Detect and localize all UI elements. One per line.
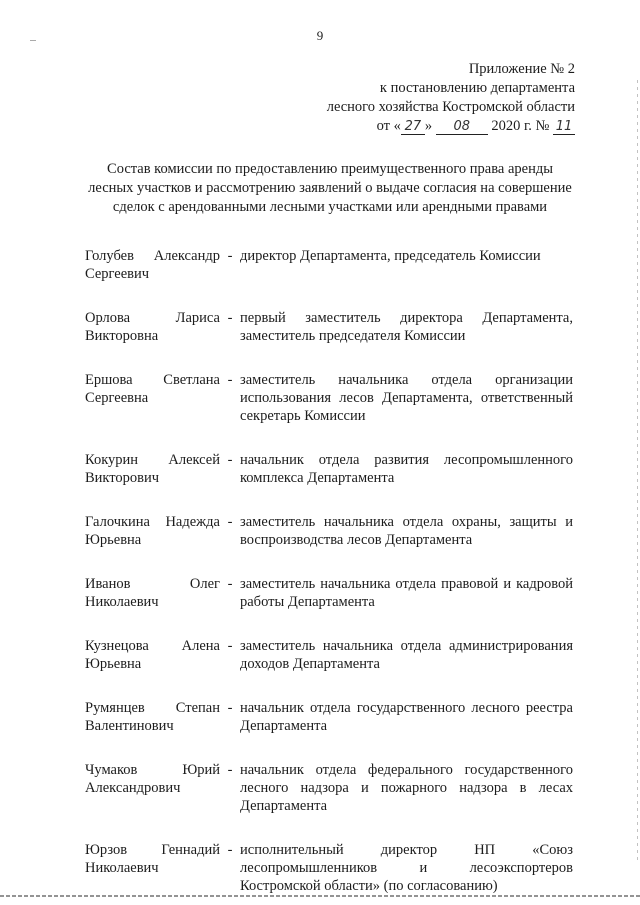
member-name-line — [85, 513, 220, 531]
member-name — [85, 637, 220, 673]
member-patronymic: Александрович — [85, 780, 181, 796]
member-last-name: Голубев — [85, 248, 134, 264]
member-first-name: Александр — [153, 248, 220, 264]
member-name-line — [85, 451, 220, 469]
member-position: первый заместитель директора Департамента, заместитель председателя Комиссии — [240, 310, 573, 344]
member-name-line — [85, 699, 220, 717]
member-name — [85, 699, 220, 735]
member-name-line — [85, 371, 220, 389]
member-first-name: Светлана — [163, 372, 220, 388]
member-first-name: Юрий — [182, 762, 220, 778]
member-first-name: Степан — [175, 700, 220, 716]
member-row — [85, 451, 573, 487]
doc-number: 11 — [553, 120, 575, 135]
member-name-line — [85, 761, 220, 779]
member-last-name: Румянцев — [85, 700, 145, 716]
member-position: заместитель начальника отдела правовой и кадровой работы Департамента — [240, 576, 573, 610]
scan-edge-line — [637, 80, 638, 860]
appendix-line-3: лесного хозяйства Костромской области — [326, 99, 575, 115]
member-name — [85, 761, 220, 815]
member-dash: - — [227, 700, 233, 716]
member-row — [85, 309, 573, 345]
member-patronymic: Николаевич — [85, 594, 159, 610]
member-dash: - — [227, 248, 233, 264]
member-row — [85, 699, 573, 735]
date-mid: » — [424, 118, 433, 134]
member-name-line — [85, 247, 220, 265]
member-name — [85, 247, 220, 283]
date-prefix: от « — [376, 118, 401, 134]
member-row — [85, 371, 573, 425]
member-row — [85, 575, 573, 611]
member-position: начальник отдела государственного лесного реестра Департамента — [240, 700, 573, 734]
member-row — [85, 761, 573, 815]
member-first-name: Геннадий — [161, 842, 220, 858]
member-dash: - — [227, 372, 233, 388]
member-patronymic: Сергеевна — [85, 390, 149, 406]
member-last-name: Чумаков — [85, 762, 138, 778]
member-last-name: Кокурин — [85, 452, 139, 468]
member-position: начальник отдела федерального государственного лесного надзора и пожарного надзора в лесах Департамента — [240, 762, 573, 814]
member-dash: - — [227, 842, 233, 858]
member-position: начальник отдела развития лесопромышленного комплекса Департамента — [240, 452, 573, 486]
member-dash: - — [227, 762, 233, 778]
member-patronymic: Валентинович — [85, 718, 174, 734]
member-last-name: Галочкина — [85, 514, 150, 530]
member-row — [85, 247, 573, 283]
document-title: Состав комиссии по предоставлению преимущественного права аренды лесных участков и рассмотрению заявлений о выдаче согласия на совершение сделок с арендованными лесными участками или арендными правами — [88, 161, 572, 215]
member-patronymic: Викторовна — [85, 328, 159, 344]
member-name — [85, 575, 220, 611]
member-name — [85, 451, 220, 487]
member-first-name: Алена — [181, 638, 220, 654]
member-patronymic: Юрьевна — [85, 656, 142, 672]
member-dash: - — [227, 638, 233, 654]
member-position: исполнительный директор НП «Союз лесопромышленников и лесоэкспортеров Костромской области» (по согласованию) — [240, 842, 573, 894]
member-dash: - — [227, 310, 233, 326]
appendix-title: Приложение № 2 — [468, 61, 575, 77]
member-row — [85, 513, 573, 549]
member-dash: - — [227, 452, 233, 468]
member-row — [85, 637, 573, 673]
member-patronymic: Юрьевна — [85, 532, 142, 548]
member-name — [85, 371, 220, 425]
member-first-name: Лариса — [175, 310, 220, 326]
date-month: 08 — [436, 120, 488, 135]
member-position: заместитель начальника отдела администрирования доходов Департамента — [240, 638, 573, 672]
appendix-header — [255, 60, 575, 136]
member-position: заместитель начальника отдела организации использования лесов Департамента, ответственный секретарь Комиссии — [240, 372, 573, 424]
date-day: 27 — [401, 120, 425, 135]
member-name — [85, 841, 220, 895]
member-last-name: Орлова — [85, 310, 131, 326]
member-first-name: Надежда — [165, 514, 220, 530]
page-number: 9 — [316, 28, 324, 43]
member-first-name: Олег — [189, 576, 220, 592]
date-year: 2020 г. № — [491, 118, 550, 134]
members-list — [85, 247, 573, 895]
member-name — [85, 309, 220, 345]
member-patronymic: Николаевич — [85, 860, 159, 876]
member-position: директор Департамента, председатель Комиссии — [240, 248, 541, 264]
member-name-line — [85, 637, 220, 655]
member-name-line — [85, 575, 220, 593]
member-last-name: Ершова — [85, 372, 133, 388]
member-row — [85, 841, 573, 895]
member-name-line — [85, 841, 220, 859]
appendix-date-line — [255, 117, 575, 136]
member-name — [85, 513, 220, 549]
member-patronymic: Сергеевич — [85, 266, 150, 282]
appendix-line-2: к постановлению департамента — [379, 80, 575, 96]
member-last-name: Кузнецова — [85, 638, 149, 654]
member-dash: - — [227, 576, 233, 592]
member-position: заместитель начальника отдела охраны, защиты и воспроизводства лесов Департамента — [240, 514, 573, 548]
member-patronymic: Викторович — [85, 470, 160, 486]
scan-bottom-line — [0, 895, 640, 897]
member-first-name: Алексей — [168, 452, 220, 468]
member-name-line — [85, 309, 220, 327]
member-last-name: Юрзов — [85, 842, 128, 858]
member-dash: - — [227, 514, 233, 530]
member-last-name: Иванов — [85, 576, 131, 592]
